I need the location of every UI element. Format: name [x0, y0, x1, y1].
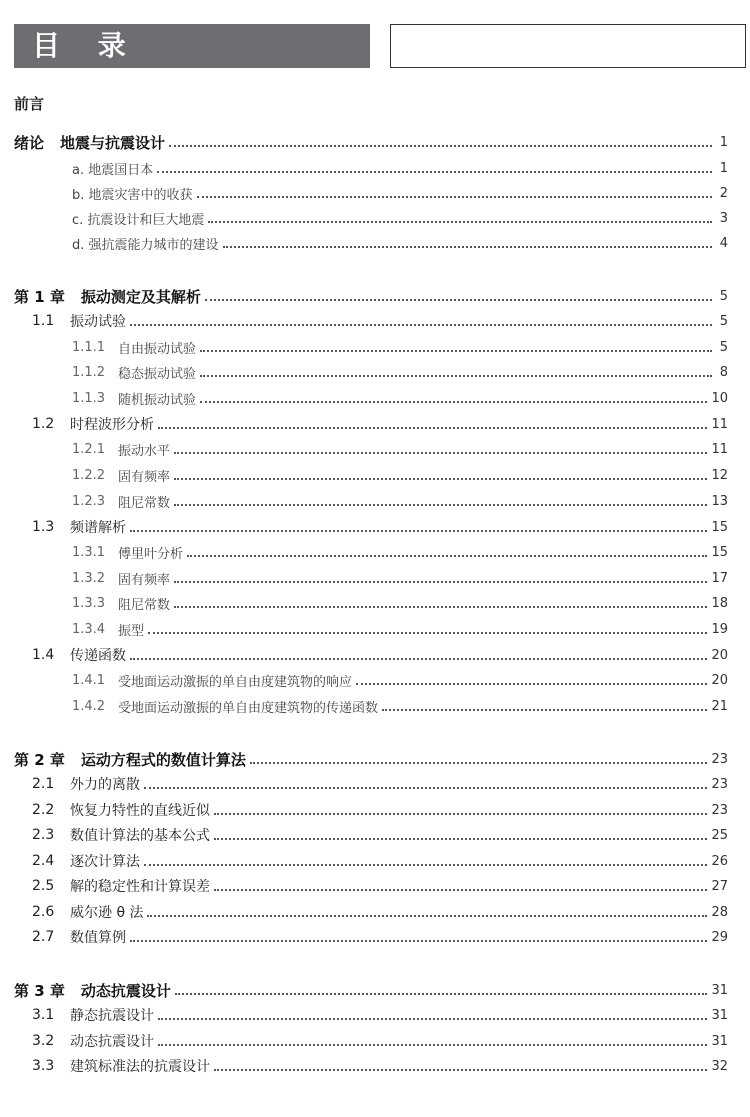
dot-leader — [174, 606, 707, 608]
dot-leader — [214, 889, 707, 891]
dot-leader — [214, 813, 707, 815]
header — [14, 24, 747, 68]
toc-entry-label: 静态抗震设计 — [70, 1008, 154, 1024]
toc-entry-label: 威尔逊 θ 法 — [70, 905, 144, 921]
toc-entry[interactable] — [14, 387, 728, 409]
dot-leader — [174, 452, 707, 454]
toc-entry-label: a. 地震国日本 — [72, 162, 154, 178]
toc-entry-label: 恢复力特性的直线近似 — [70, 803, 210, 819]
toc-page-number: 25 — [711, 827, 728, 843]
toc-entry[interactable] — [14, 490, 728, 512]
toc-entry-label: b. 地震灾害中的收获 — [72, 187, 193, 203]
toc-entry[interactable] — [14, 1055, 728, 1077]
toc-entry-label: 随机振动试验 — [118, 392, 197, 408]
dot-leader — [130, 530, 707, 532]
dot-leader — [250, 762, 708, 764]
toc-entry-label: d. 强抗震能力城市的建设 — [72, 237, 219, 253]
toc-page-number: 23 — [711, 776, 728, 792]
toc-entry-number: 2.2 — [32, 802, 55, 818]
toc-entry-label: 稳态振动试验 — [118, 366, 197, 382]
preface-entry[interactable]: 前言 — [14, 95, 45, 113]
toc-entry-label: 时程波形分析 — [70, 417, 154, 433]
toc-entry-number: 第 2 章 — [14, 750, 65, 769]
toc-page-number: 3 — [719, 210, 728, 226]
toc-entry-number: 2.6 — [32, 904, 55, 920]
dot-leader — [382, 709, 707, 711]
toc-page-number: 1 — [719, 160, 728, 176]
toc-page-number: 8 — [719, 364, 728, 380]
toc-entry-number: 1.4 — [32, 647, 55, 663]
toc-page-number: 5 — [719, 313, 728, 329]
toc-page-number: 17 — [711, 570, 728, 586]
toc-page-number: 10 — [711, 390, 728, 406]
toc-entry[interactable] — [14, 567, 728, 589]
toc-entry[interactable] — [14, 1030, 728, 1052]
toc-page-number: 31 — [711, 1033, 728, 1049]
title-box — [390, 24, 746, 68]
toc-entry[interactable] — [14, 695, 728, 717]
toc-entry[interactable] — [14, 131, 728, 153]
toc-entry-label: 数值算例 — [70, 930, 126, 946]
dot-leader — [147, 915, 707, 917]
toc-entry-number: 1.3.3 — [72, 595, 106, 611]
toc-entry[interactable] — [14, 232, 728, 254]
dot-leader — [158, 1018, 707, 1020]
toc-entry[interactable] — [14, 310, 728, 332]
dot-leader — [200, 375, 712, 377]
toc-entry[interactable] — [14, 926, 728, 948]
toc-page-number: 21 — [711, 698, 728, 714]
dot-leader — [187, 555, 707, 557]
toc-entry-number: 2.1 — [32, 776, 55, 792]
toc-page-number: 28 — [711, 904, 728, 920]
toc-page-number: 19 — [711, 621, 728, 637]
toc-entry-number: 1.4.1 — [72, 672, 106, 688]
toc-entry[interactable] — [14, 464, 728, 486]
toc-entry-number: 2.4 — [32, 853, 55, 869]
toc-entry-number: 2.7 — [32, 929, 55, 945]
toc-page-number: 29 — [711, 929, 728, 945]
toc-entry-number: 3.1 — [32, 1007, 55, 1023]
toc-entry-number: 1.3.4 — [72, 621, 106, 637]
toc-entry-label: 自由振动试验 — [118, 341, 197, 357]
toc-entry-number: 1.1.1 — [72, 339, 106, 355]
dot-leader — [174, 478, 707, 480]
toc-entry-label: 地震与抗震设计 — [60, 133, 166, 152]
toc-entry[interactable] — [14, 748, 728, 770]
dot-leader — [175, 993, 708, 995]
toc-entry-label: 固有频率 — [118, 469, 171, 485]
toc-entry[interactable] — [14, 644, 728, 666]
toc-entry-label: 阻尼常数 — [118, 597, 171, 613]
toc-entry-number: 1.3.2 — [72, 570, 106, 586]
dot-leader — [144, 864, 707, 866]
toc-page-number: 27 — [711, 878, 728, 894]
dot-leader — [208, 221, 712, 223]
toc-page-number: 1 — [719, 134, 728, 150]
toc-entry-label: 受地面运动激振的单自由度建筑物的响应 — [118, 674, 353, 690]
toc-entry-label: 数值计算法的基本公式 — [70, 828, 210, 844]
toc-entry-number: 1.1.2 — [72, 364, 106, 380]
toc-page-number: 11 — [711, 416, 728, 432]
toc-entry[interactable] — [14, 901, 728, 923]
toc-entry-label: 振动测定及其解析 — [80, 287, 201, 306]
toc-entry[interactable] — [14, 438, 728, 460]
toc-entry-number: 2.5 — [32, 878, 55, 894]
toc-page-number: 20 — [711, 647, 728, 663]
dot-leader — [205, 299, 712, 301]
toc-entry-label: 阻尼常数 — [118, 495, 171, 511]
toc-entry-number: 3.2 — [32, 1033, 55, 1049]
dot-leader — [148, 632, 707, 634]
toc-entry-number: 绪论 — [14, 133, 45, 152]
dot-leader — [356, 683, 707, 685]
toc-page-number: 18 — [711, 595, 728, 611]
toc-page-number: 20 — [711, 672, 728, 688]
toc-page-number: 15 — [711, 519, 728, 535]
toc-entry[interactable] — [14, 824, 728, 846]
toc-entry[interactable] — [14, 182, 728, 204]
toc-entry-number: 1.2.1 — [72, 441, 106, 457]
dot-leader — [174, 504, 707, 506]
toc-entry[interactable] — [14, 516, 728, 538]
toc-entry[interactable] — [14, 336, 728, 358]
toc-entry-label: 外力的离散 — [70, 777, 140, 793]
toc-entry-number: 1.1 — [32, 313, 55, 329]
dot-leader — [200, 350, 712, 352]
toc-entry-label: 频谱解析 — [70, 520, 126, 536]
toc-entry-number: 1.2.3 — [72, 493, 106, 509]
toc-entry-label: 振型 — [118, 623, 145, 639]
toc-entry-label: 动态抗震设计 — [70, 1034, 154, 1050]
dot-leader — [169, 145, 712, 147]
toc-entry[interactable] — [14, 413, 728, 435]
toc-entry[interactable] — [14, 285, 728, 307]
dot-leader — [158, 427, 707, 429]
dot-leader — [214, 838, 707, 840]
toc-entry-label: 动态抗震设计 — [80, 981, 171, 1000]
toc-entry-label: 傅里叶分析 — [118, 546, 184, 562]
dot-leader — [130, 324, 712, 326]
toc-entry-label: 受地面运动激振的单自由度建筑物的传递函数 — [118, 700, 379, 716]
dot-leader — [214, 1069, 707, 1071]
toc-entry-number: 1.2.2 — [72, 467, 106, 483]
toc-entry-label: 传递函数 — [70, 648, 126, 664]
toc-entry-label: 固有频率 — [118, 572, 171, 588]
toc-entry-label: 建筑标准法的抗震设计 — [70, 1059, 210, 1075]
toc-page-number: 4 — [719, 235, 728, 251]
page-title: 目 录 — [14, 24, 370, 68]
toc-page-number: 5 — [719, 288, 728, 304]
toc-entry-label: 振动水平 — [118, 443, 171, 459]
toc-entry-number: 1.3 — [32, 519, 55, 535]
toc-entry-label: 运动方程式的数值计算法 — [80, 750, 246, 769]
toc-entry[interactable] — [14, 850, 728, 872]
toc-page-number: 13 — [711, 493, 728, 509]
dot-leader — [223, 246, 712, 248]
toc-page-number: 11 — [711, 441, 728, 457]
toc-entry-number: 第 1 章 — [14, 287, 65, 306]
dot-leader — [197, 196, 712, 198]
toc-entry-label: 解的稳定性和计算误差 — [70, 879, 210, 895]
toc-entry-number: 1.4.2 — [72, 698, 106, 714]
dot-leader — [200, 401, 707, 403]
toc-entry[interactable] — [14, 669, 728, 691]
toc-entry[interactable] — [14, 773, 728, 795]
dot-leader — [157, 171, 712, 173]
toc-entry[interactable] — [14, 979, 728, 1001]
toc-page-number: 32 — [711, 1058, 728, 1074]
toc-entry-number: 2.3 — [32, 827, 55, 843]
toc-entry[interactable] — [14, 592, 728, 614]
toc-entry-number: 第 3 章 — [14, 981, 65, 1000]
toc-page-number: 15 — [711, 544, 728, 560]
toc-entry-label: 逐次计算法 — [70, 854, 140, 870]
toc-entry[interactable] — [14, 361, 728, 383]
toc-page-number: 23 — [711, 802, 728, 818]
toc-entry-number: 3.3 — [32, 1058, 55, 1074]
toc-entry[interactable] — [14, 618, 728, 640]
toc-page-number: 12 — [711, 467, 728, 483]
toc-entry-label: 振动试验 — [70, 314, 126, 330]
dot-leader — [174, 581, 707, 583]
toc-page-number: 31 — [711, 1007, 728, 1023]
toc-entry[interactable] — [14, 875, 728, 897]
toc-page-number: 26 — [711, 853, 728, 869]
dot-leader — [130, 940, 707, 942]
dot-leader — [144, 787, 707, 789]
toc-page-number: 5 — [719, 339, 728, 355]
toc-page-number: 2 — [719, 185, 728, 201]
toc-entry[interactable] — [14, 157, 728, 179]
toc-entry[interactable] — [14, 1004, 728, 1026]
toc-page-number: 23 — [711, 751, 728, 767]
toc-entry-number: 1.3.1 — [72, 544, 106, 560]
toc-entry-number: 1.2 — [32, 416, 55, 432]
dot-leader — [130, 658, 707, 660]
toc-entry[interactable] — [14, 541, 728, 563]
dot-leader — [158, 1044, 707, 1046]
toc-entry[interactable] — [14, 799, 728, 821]
toc-entry-label: c. 抗震设计和巨大地震 — [72, 212, 205, 228]
toc-entry-number: 1.1.3 — [72, 390, 106, 406]
toc-page-number: 31 — [711, 982, 728, 998]
toc-entry[interactable] — [14, 207, 728, 229]
